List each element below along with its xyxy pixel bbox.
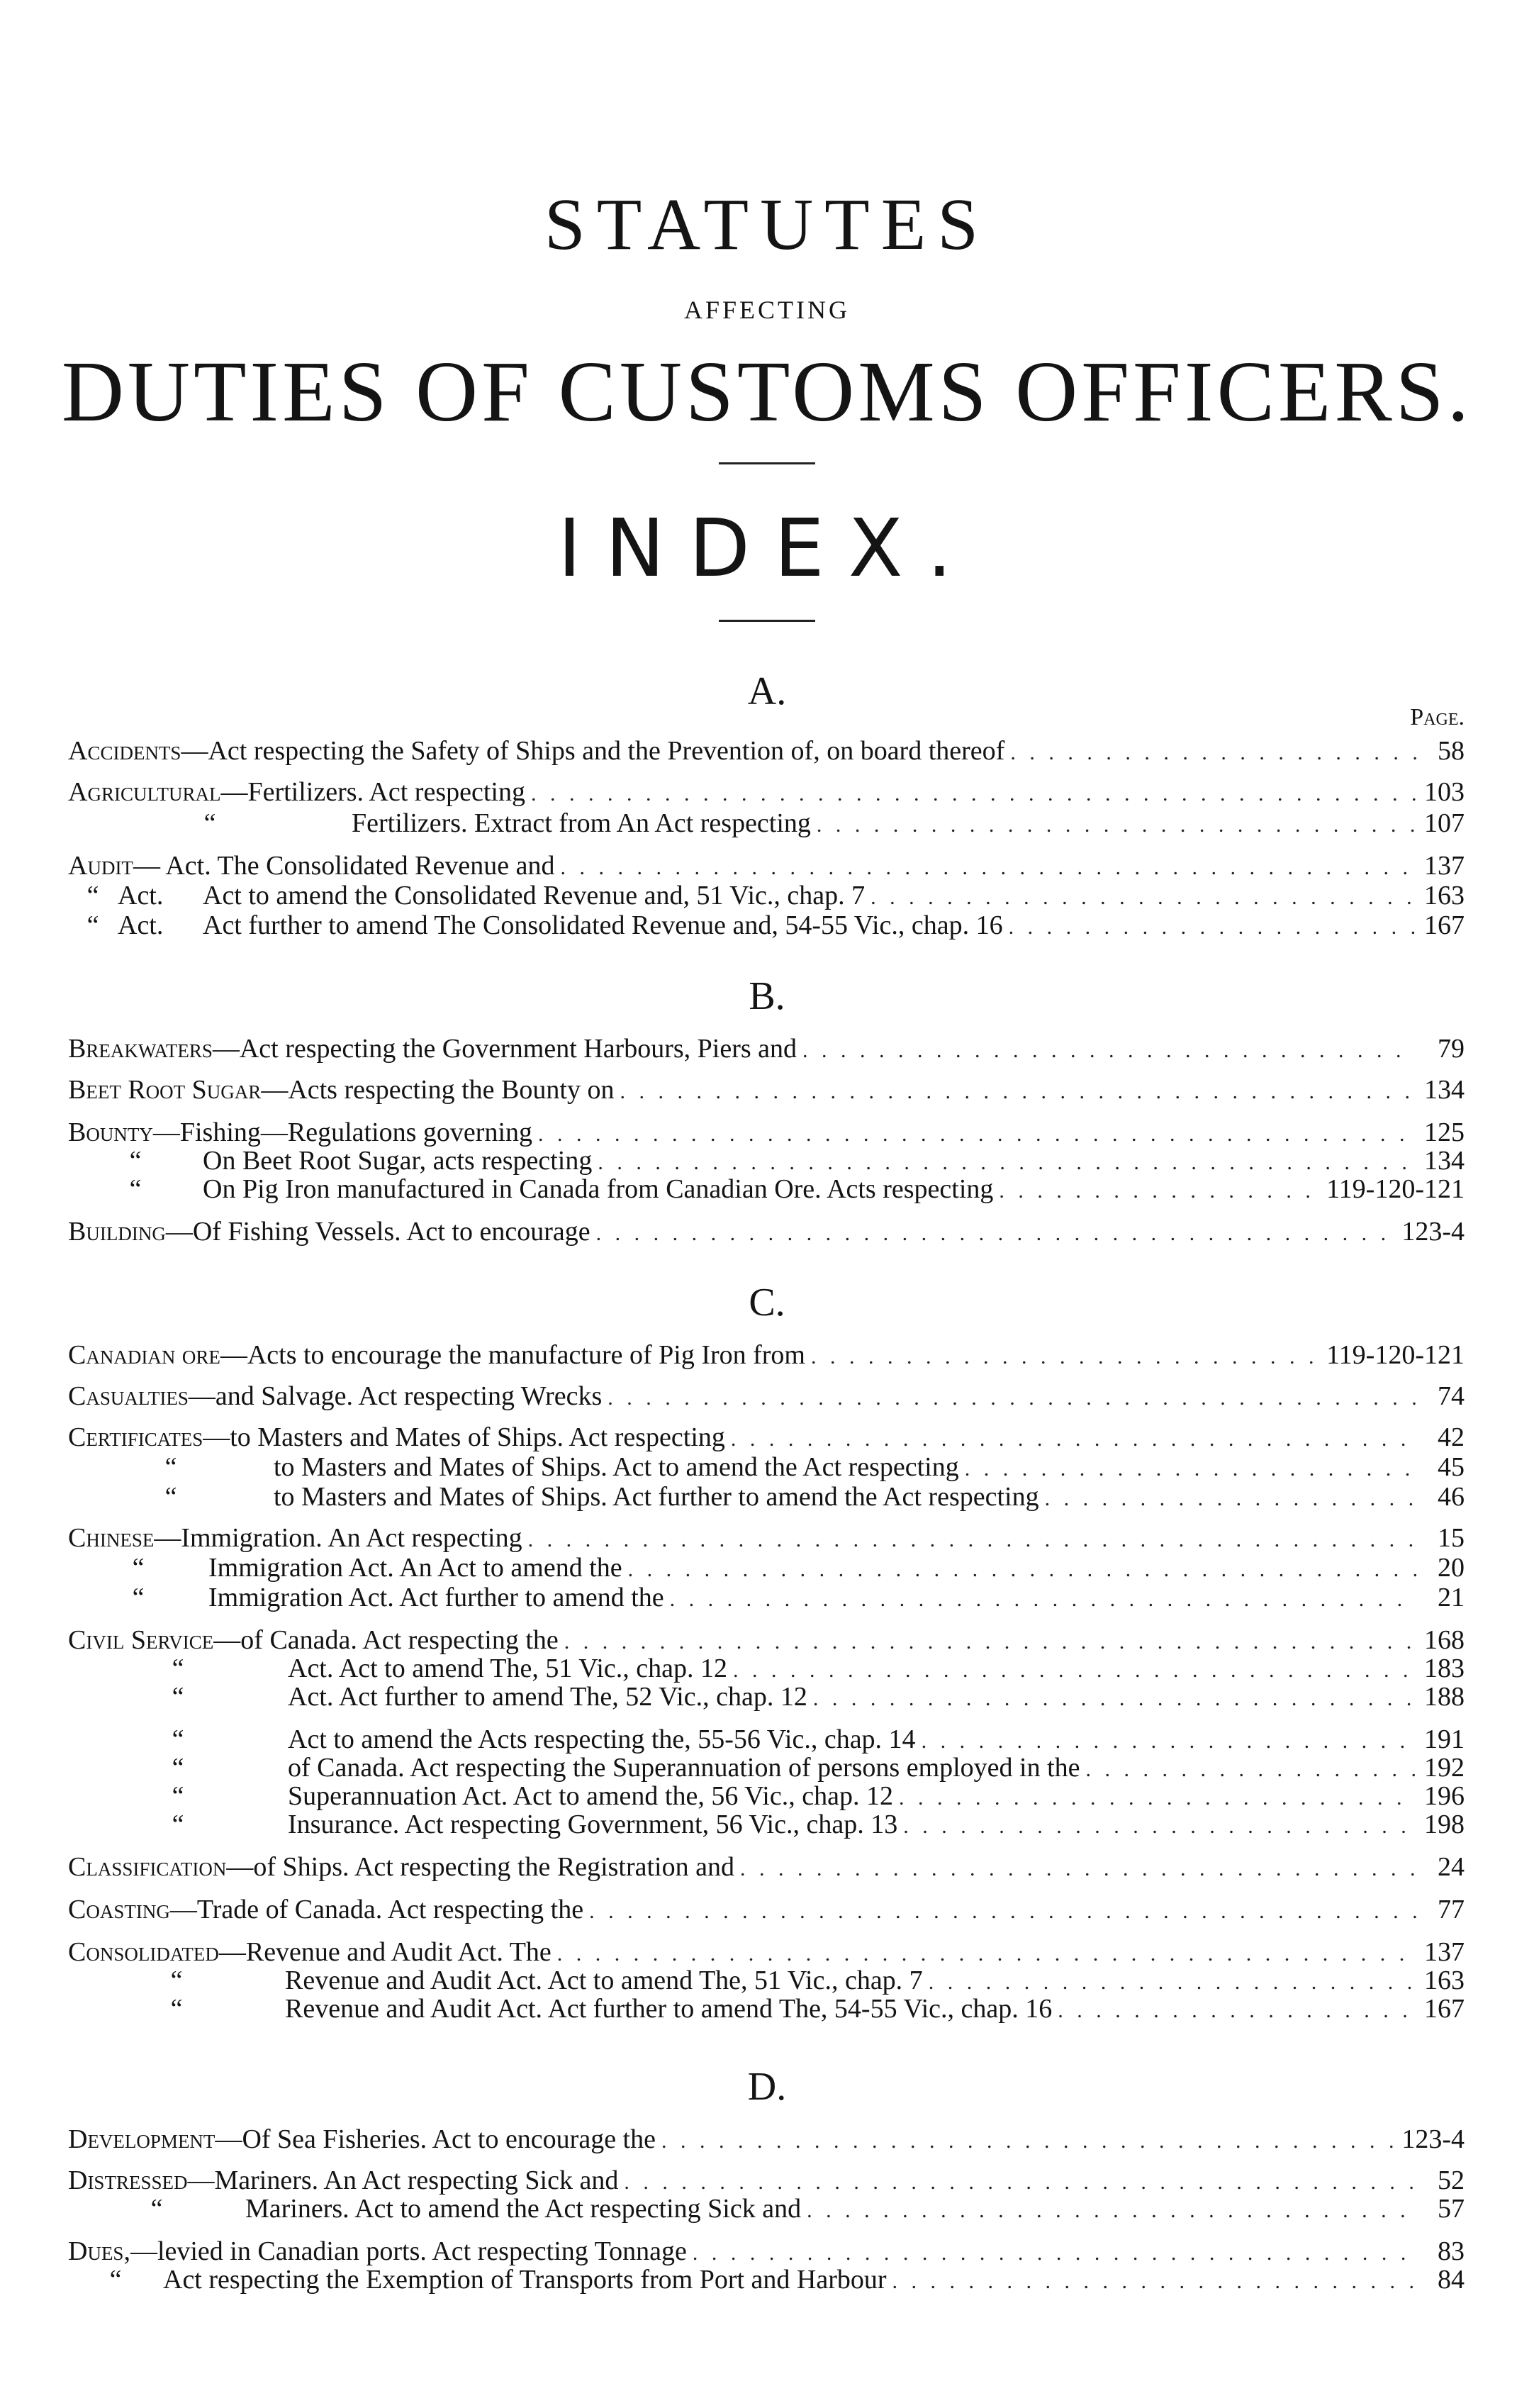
entry-page: 123-4	[1401, 1217, 1465, 1247]
entry-text: —Revenue and Audit Act. The	[218, 1937, 552, 1967]
entry-text: Act further to amend The Consolidated Revenue and, 54-55 Vic., chap. 16	[203, 910, 1003, 940]
section-letter-b: B.	[749, 974, 785, 1018]
dot-leader	[740, 1853, 1416, 1885]
index-entry	[68, 2192, 1465, 2225]
entry-page: 163	[1424, 881, 1465, 910]
index-entry	[68, 1992, 1465, 2025]
ditto-mark: “	[164, 1482, 177, 1512]
entry-page: 103	[1424, 777, 1465, 807]
dot-leader	[813, 1683, 1416, 1715]
divider-rule	[719, 620, 815, 622]
entry-page: 168	[1424, 1625, 1465, 1655]
index-entry	[68, 776, 1465, 808]
index-entry	[68, 1032, 1465, 1065]
entry-page: 119-120-121	[1326, 1174, 1465, 1204]
entry-page: 79	[1438, 1034, 1465, 1064]
dot-leader	[807, 2195, 1416, 2227]
entry-text: —Mariners. An Act respecting Sick and	[187, 2165, 619, 2195]
entry-heading: Chinese	[68, 1523, 155, 1553]
entry-text: —Act respecting the Government Harbours, Piers and	[212, 1034, 797, 1064]
ditto-mark: “	[203, 808, 216, 838]
dot-leader	[817, 809, 1416, 842]
entry-text: Mariners. Act to amend the Act respecting Sick and	[245, 2194, 802, 2224]
entry-text: —Immigration. An Act respecting	[154, 1523, 522, 1553]
entry-page: 125	[1424, 1117, 1465, 1147]
entry-page: 74	[1438, 1381, 1465, 1411]
index-entry	[68, 1339, 1465, 1371]
index-entry	[68, 807, 1465, 840]
entry-text: Revenue and Audit Act. Act further to amend The, 54-55 Vic., chap. 16	[285, 1994, 1053, 2024]
entry-page: 83	[1438, 2236, 1465, 2266]
entry-text: —and Salvage. Act respecting Wrecks	[188, 1381, 603, 1411]
ditto-mark: “	[172, 1781, 184, 1811]
entry-text: to Masters and Mates of Ships. Act further to amend the Act respecting	[274, 1482, 1039, 1512]
entry-page: 183	[1424, 1654, 1465, 1683]
entry-text: —Fertilizers. Act respecting	[220, 777, 525, 807]
dot-leader	[1009, 911, 1416, 944]
ditto-mark: “	[129, 1146, 142, 1176]
section-letter-c: C.	[749, 1281, 785, 1325]
entry-heading: Accidents	[68, 736, 181, 766]
index-entry	[68, 909, 1465, 942]
entry-text: On Beet Root Sugar, acts respecting	[203, 1146, 593, 1176]
ditto-mark: “	[150, 2194, 163, 2224]
ditto-mark: “	[86, 910, 99, 940]
entry-heading: Classification	[68, 1852, 227, 1882]
entry-page: 134	[1424, 1075, 1465, 1105]
ditto-mark: “	[132, 1583, 145, 1612]
index-heading: INDEX.	[557, 503, 977, 595]
entry-text: Immigration Act. Act further to amend the	[208, 1583, 664, 1612]
index-entry	[68, 2123, 1465, 2156]
index-entry	[68, 1522, 1465, 1554]
ditto-mark: “	[129, 1174, 142, 1204]
entry-page: 137	[1424, 1937, 1465, 1967]
entry-page: 52	[1438, 2165, 1465, 2195]
index-entry	[68, 1215, 1465, 1248]
dot-leader	[802, 1035, 1416, 1067]
dot-leader	[661, 2125, 1396, 2158]
index-entry	[68, 1421, 1465, 1454]
ditto-mark: “	[109, 2265, 122, 2295]
dot-leader	[892, 2265, 1416, 2298]
index-entry	[68, 1680, 1465, 1713]
entry-page: 167	[1424, 1994, 1465, 2024]
entry-text: On Pig Iron manufactured in Canada from Canadian Ore. Acts respecting	[203, 1174, 994, 1204]
entry-text: —Of Sea Fisheries. Act to encourage the	[215, 2124, 656, 2154]
entry-text: —Acts respecting the Bounty on	[261, 1075, 615, 1105]
entry-text: Fertilizers. Extract from An Act respecting	[352, 808, 811, 838]
index-entry	[68, 1893, 1465, 1926]
entry-heading: Building	[68, 1217, 166, 1247]
index-entry	[68, 1551, 1465, 1584]
ditto-mark: “	[132, 1553, 145, 1583]
entry-page: 107	[1424, 808, 1465, 838]
entry-heading: Distressed	[68, 2165, 188, 2195]
ditto-mark: “	[172, 1810, 184, 1839]
entry-page: 77	[1438, 1895, 1465, 1924]
page-title: STATUTES	[544, 184, 990, 265]
entry-page: 163	[1424, 1966, 1465, 1995]
dot-leader	[1010, 737, 1416, 769]
entry-page: 42	[1438, 1422, 1465, 1452]
entry-heading: Development	[68, 2124, 215, 2154]
dot-leader	[531, 778, 1416, 810]
entry-text: —Trade of Canada. Act respecting the	[169, 1895, 584, 1924]
entry-page: 20	[1438, 1553, 1465, 1583]
entry-heading: Breakwaters	[68, 1034, 213, 1064]
entry-page: 119-120-121	[1326, 1340, 1465, 1370]
entry-text: Superannuation Act. Act to amend the, 56 Vic., chap. 12	[288, 1781, 893, 1811]
section-letter-a: A.	[747, 669, 787, 713]
entry-text: Act to amend the Acts respecting the, 55-56 Vic., chap. 14	[288, 1724, 916, 1754]
entry-text: —of Ships. Act respecting the Registration and	[226, 1852, 734, 1882]
entry-page: 188	[1424, 1682, 1465, 1712]
entry-text: — Act. The Consolidated Revenue and	[133, 851, 555, 881]
entry-heading: Dues,	[68, 2236, 130, 2266]
ditto-mark: “	[172, 1682, 184, 1712]
affecting-label: AFFECTING	[683, 296, 851, 324]
ditto-mark: “	[172, 1753, 184, 1783]
entry-page: 58	[1438, 736, 1465, 766]
dot-leader	[999, 1175, 1321, 1208]
entry-heading: Casualties	[68, 1381, 189, 1411]
index-entry	[68, 1451, 1465, 1483]
index-entry	[68, 1581, 1465, 1614]
entry-heading: Civil Service	[68, 1625, 214, 1655]
page-subtitle: DUTIES OF CUSTOMS OFFICERS.	[61, 344, 1473, 440]
index-entry	[68, 1173, 1465, 1205]
entry-heading: Agricultural	[68, 777, 221, 807]
entry-subhead: Act.	[118, 881, 164, 910]
entry-text: —Acts to encourage the manufacture of Pig Iron from	[220, 1340, 805, 1370]
dot-leader	[1045, 1483, 1416, 1515]
entry-page: 24	[1438, 1852, 1465, 1882]
entry-page: 21	[1438, 1583, 1465, 1612]
entry-text: —of Canada. Act respecting the	[213, 1625, 559, 1655]
entry-text: to Masters and Mates of Ships. Act to amend the Act respecting	[274, 1452, 959, 1482]
entry-page: 134	[1424, 1146, 1465, 1176]
index-entry	[68, 879, 1465, 912]
entry-page: 57	[1438, 2194, 1465, 2224]
index-entry	[68, 735, 1465, 767]
index-entry	[68, 849, 1465, 882]
entry-page: 192	[1424, 1753, 1465, 1783]
entry-text: Act. Act to amend The, 51 Vic., chap. 12	[288, 1654, 728, 1683]
entry-subhead: Act.	[118, 910, 164, 940]
page-column-heading: Page.	[1410, 704, 1465, 730]
entry-heading: Coasting	[68, 1895, 170, 1924]
entry-text: Insurance. Act respecting Government, 56 Vic., chap. 13	[288, 1810, 898, 1839]
entry-page: 15	[1438, 1523, 1465, 1553]
entry-page: 191	[1424, 1724, 1465, 1754]
ditto-mark: “	[172, 1654, 184, 1683]
entry-page: 137	[1424, 851, 1465, 881]
entry-page: 123-4	[1401, 2124, 1465, 2154]
entry-heading: Bounty	[68, 1117, 153, 1147]
dot-leader	[620, 1076, 1416, 1108]
entry-text: Immigration Act. An Act to amend the	[208, 1553, 622, 1583]
divider-rule	[719, 462, 815, 464]
entry-heading: Certificates	[68, 1422, 203, 1452]
entry-heading: Beet Root Sugar	[68, 1075, 262, 1105]
dot-leader	[670, 1583, 1416, 1616]
index-entry	[68, 1808, 1465, 1841]
ditto-mark: “	[164, 1452, 177, 1482]
section-letter-d: D.	[747, 2065, 787, 2109]
entry-heading: Canadian ore	[68, 1340, 220, 1370]
entry-page: 167	[1424, 910, 1465, 940]
ditto-mark: “	[86, 881, 99, 910]
index-entry	[68, 1481, 1465, 1513]
dot-leader	[589, 1895, 1416, 1928]
entry-text: —levied in Canadian ports. Act respecting Tonnage	[130, 2236, 687, 2266]
entry-heading: Audit	[68, 851, 133, 881]
entry-page: 198	[1424, 1810, 1465, 1839]
dot-leader	[811, 1341, 1321, 1373]
entry-text: Act respecting the Exemption of Transports from Port and Harbour	[163, 2265, 887, 2295]
dot-leader	[608, 1382, 1416, 1415]
ditto-mark: “	[170, 1966, 183, 1995]
entry-text: —Of Fishing Vessels. Act to encourage	[165, 1217, 590, 1247]
entry-page: 84	[1438, 2265, 1465, 2295]
dot-leader	[596, 1217, 1396, 1250]
entry-text: —Fishing—Regulations governing	[152, 1117, 532, 1147]
entry-text: —Act respecting the Safety of Ships and the Prevention of, on board thereof	[181, 736, 1005, 766]
entry-heading: Consolidated	[68, 1937, 219, 1967]
dot-leader	[1058, 1995, 1416, 2027]
index-entry	[68, 1074, 1465, 1106]
entry-page: 196	[1424, 1781, 1465, 1811]
entry-text: Act. Act further to amend The, 52 Vic., chap. 12	[288, 1682, 807, 1712]
index-entry	[68, 1851, 1465, 1883]
entry-page: 45	[1438, 1452, 1465, 1482]
entry-text: Revenue and Audit Act. Act to amend The, 51 Vic., chap. 7	[285, 1966, 923, 1995]
index-entry	[68, 1380, 1465, 1412]
entry-text: —to Masters and Mates of Ships. Act respecting	[203, 1422, 725, 1452]
dot-leader	[903, 1810, 1416, 1843]
entry-text: of Canada. Act respecting the Superannuation of persons employed in the	[288, 1753, 1080, 1783]
ditto-mark: “	[172, 1724, 184, 1754]
entry-text: Act to amend the Consolidated Revenue and, 51 Vic., chap. 7	[203, 881, 866, 910]
index-entry	[68, 2263, 1465, 2296]
ditto-mark: “	[170, 1994, 183, 2024]
entry-page: 46	[1438, 1482, 1465, 1512]
